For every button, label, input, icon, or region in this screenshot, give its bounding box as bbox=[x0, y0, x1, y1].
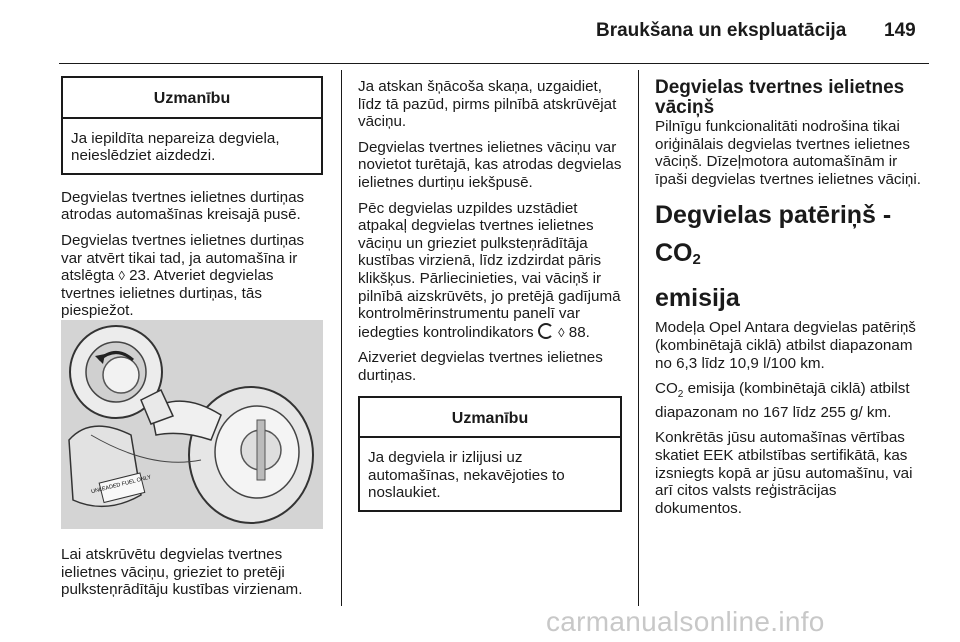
column-1 bbox=[61, 76, 323, 328]
paragraph: Konkrētās jūsu automašīnas vērtības skatiet EEK atbilstības sertifikātā, kas izsniegts kopā ar jūsu automašīnu, vai arī citos valsts reģistrācijas dokumentos. bbox=[655, 429, 913, 517]
paragraph: Degvielas tvertnes ielietnes durtiņas atrodas automašīnas kreisajā pusē. bbox=[61, 188, 305, 224]
paragraph: Degvielas tvertnes ielietnes vāciņu var novietot turētajā, kas atrodas degvielas ielietnes durtiņu iekšpusē. bbox=[358, 138, 622, 191]
caution-body-2: Ja degviela ir izlijusi uz automašīnas, nekavējoties to noslaukiet. bbox=[368, 449, 565, 502]
caution-box-2 bbox=[358, 396, 622, 512]
caption-text: Lai atskrūvētu degvielas tvertnes ielietnes vāciņu, grieziet to pretēji pulksteņrādītāju kustības virzienam. bbox=[61, 546, 303, 599]
unleaded-fuel-label: UNLEADED FUEL ONLY bbox=[90, 474, 152, 496]
page-reference[interactable]: 23 bbox=[129, 267, 147, 285]
fuel-filler-drawing bbox=[61, 320, 323, 529]
page-header-title: Braukšana un ekspluatācija bbox=[596, 20, 847, 41]
paragraph: Pēc degvielas uzpildes uzstādiet atpakaļ degvielas tvertnes ielietnes vāciņu un grieziet pulksteņrādītāja kustības virzienā, līdz izdzirdat pāris klikšķus. Pārliecinieties, vai vāciņš ir pilnībā aizskrūvēts, jo pretējā gadījumā kontrolmērinstrumentu panelī var iedegties kontrolindikators ◊ 88. bbox=[358, 199, 621, 341]
paragraph: $CO_2$ emisija (kombinētajā ciklā) atbilst diapazonam no 167 līdz 255 g/ km. bbox=[655, 380, 910, 421]
watermark: carmanualsonline.info bbox=[546, 606, 825, 637]
page-reference-icon: ◊ bbox=[118, 268, 125, 284]
page-number: 149 bbox=[884, 20, 916, 41]
column-divider-1 bbox=[341, 70, 342, 606]
page-reference[interactable]: 88. bbox=[568, 323, 590, 341]
paragraph: Ja atskan šņācoša skaņa, uzgaidiet, līdz tā pazūd, pirms pilnībā atskrūvējat vāciņu. bbox=[358, 78, 617, 131]
column-3 bbox=[655, 78, 925, 525]
caution-box-1 bbox=[61, 76, 323, 175]
page-reference-icon: ◊ bbox=[558, 324, 565, 340]
caution-title-1: Uzmanību bbox=[63, 78, 321, 119]
fuel-cap-illustration bbox=[61, 320, 323, 529]
caution-body-1: Ja iepildīta nepareiza degviela, neieslēdziet aizdedzi. bbox=[71, 129, 280, 165]
section-heading-fuel-cap: Degvielas tvertnes ielietnes vāciņš bbox=[655, 77, 905, 118]
paragraph: Pilnīgu funkcionalitāti nodrošina tikai oriģinālais degvielas tvertnes ielietnes vāciņš. Dīzeļmotora automašīnām ir īpaši degvielas tvertnes ielietnes vāciņi. bbox=[655, 118, 921, 188]
paragraph: Degvielas tvertnes ielietnes durtiņas var atvērt tikai tad, ja automašīna ir atslēgta ◊ 23. Atveriet degvielas tvertnes ielietnes durtiņas, tās piespiežot. bbox=[61, 231, 305, 320]
column-2 bbox=[358, 78, 622, 512]
fuel-warning-indicator-icon bbox=[538, 323, 554, 339]
paragraph: Modeļa Opel Antara degvielas patēriņš (kombinētajā ciklā) atbilst diapazonam no 6,3 līdz 10,9 l/100 km. bbox=[655, 319, 916, 372]
figure-caption bbox=[61, 546, 323, 607]
header-rule bbox=[59, 63, 929, 64]
column-divider-2 bbox=[638, 70, 639, 606]
caution-title-2: Uzmanību bbox=[360, 398, 620, 439]
paragraph: Aizveriet degvielas tvertnes ielietnes durtiņas. bbox=[358, 349, 603, 384]
section-heading-consumption: Degvielas patēriņš - $CO_2$ emisija bbox=[655, 201, 892, 313]
